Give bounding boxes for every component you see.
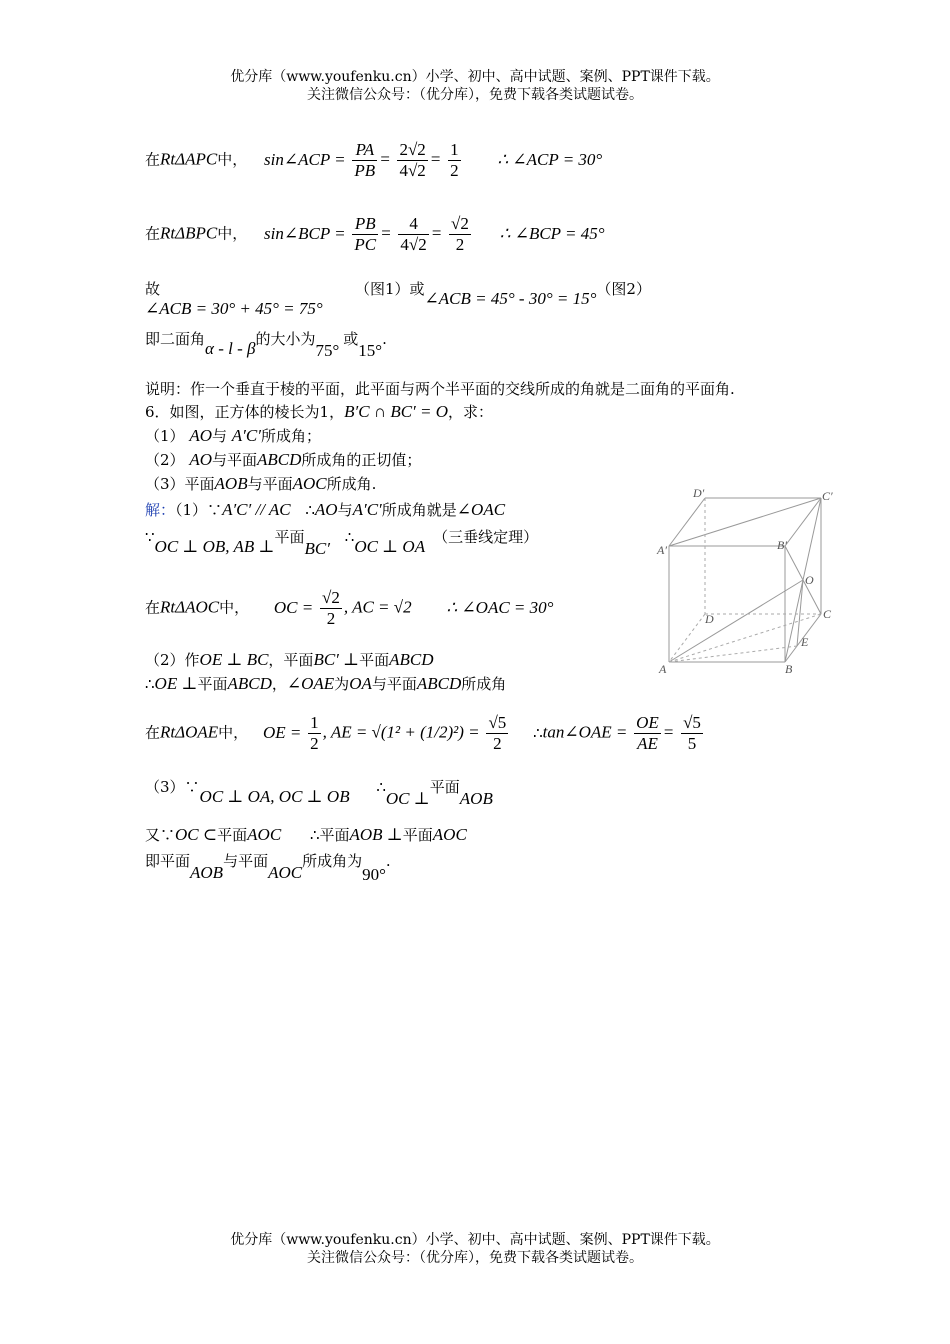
note: 说明：作一个垂直于棱的平面，此平面与两个半平面的交线所成的角就是二面角的平面角. — [145, 380, 735, 398]
label-c: C — [823, 607, 832, 621]
line-rt-apc: 在RtΔAPC中， sin∠ACP = $\frac{PA}{PB}$ = $\frac{2√2}{4√2}$ = $\frac{1}{2}$ ∴ ∠ACP = 30° — [145, 140, 603, 180]
label-o: O — [805, 573, 814, 587]
solution-2b: ∴OE ⊥平面ABCD，∠OAE为OA与平面ABCD所成角 — [145, 674, 507, 693]
line-angle-acb-2: （图1）或∠ACB = 45° - 30° = 15°（图2） — [355, 280, 651, 308]
label-e: E — [801, 635, 809, 649]
line-dihedral: 即二面角α - l - β的大小为75°或15°. — [145, 330, 387, 360]
label-d: D — [705, 612, 714, 626]
line-rt-bpc: 在RtΔBPC中， sin∠BCP = $\frac{PB}{PC}$ = $\frac{4}{4√2}$ = $\frac{√2}{2}$ ∴ ∠BCP = 45° — [145, 214, 605, 254]
header-line-2: 关注微信公众号：（优分库），免费下载各类试题试卷。 — [307, 87, 643, 103]
footer-line-2: 关注微信公众号：（优分库），免费下载各类试题试卷。 — [307, 1250, 643, 1266]
label-b1: B′ — [777, 538, 787, 552]
question-6-2: （2） AO与平面ABCD所成角的正切值； — [145, 450, 422, 469]
solution-3b: 又∵OC ⊂平面AOC ∴平面AOB ⊥平面AOC — [145, 825, 467, 844]
label-a: A — [659, 662, 667, 676]
question-6: 6．如图，正方体的棱长为1，B′C ∩ BC′ = O，求： — [145, 402, 494, 421]
solution-2: （2）作OE ⊥ BC，平面BC′ ⊥平面ABCD — [145, 650, 434, 669]
cube-figure — [655, 488, 840, 680]
question-6-3: （3）平面AOB与平面AOC所成角. — [145, 474, 377, 493]
label-b: B — [785, 662, 793, 676]
line-angle-acb: 故 ∠ACB = 30° + 45° = 75° — [145, 280, 323, 318]
label-d1: D′ — [693, 488, 705, 500]
solution-1b: ∵OC ⊥ OB, AB ⊥平面BC′ ∴OC ⊥ OA （三垂线定理） — [145, 528, 539, 558]
solution-1: 解：（1）∵A′C′ // AC ∴AO与A′C′所成角就是∠OAC — [145, 500, 506, 519]
solution-rt-oae: 在RtΔOAE中， OE = $\frac{1}{2}$ , AE = √(1² + (1/2)²) = $\frac{√5}{2}$ ∴tan∠OAE = $\frac{OE}{AE}$ = $\frac{√5}{5}$ — [145, 713, 701, 753]
question-6-1: （1） AO与 A′C′所成角； — [145, 426, 321, 445]
label-c1: C′ — [822, 489, 833, 503]
solution-3c: 即平面AOB与平面AOC所成角为90°. — [145, 852, 391, 884]
solution-3: （3）∵OC ⊥ OA, OC ⊥ OB ∴OC ⊥平面AOB — [145, 778, 493, 808]
footer-line-1: 优分库（www.youfenku.cn）小学、初中、高中试题、案例、PPT课件下载。 — [230, 1232, 720, 1248]
header-line-1: 优分库（www.youfenku.cn）小学、初中、高中试题、案例、PPT课件下载。 — [230, 69, 720, 85]
label-a1: A′ — [657, 543, 667, 557]
solution-rt-aoc: 在RtΔAOC中， OC = $\frac{√2}{2}$ , AC = √2 ∴ ∠OAC = 30° — [145, 588, 554, 628]
